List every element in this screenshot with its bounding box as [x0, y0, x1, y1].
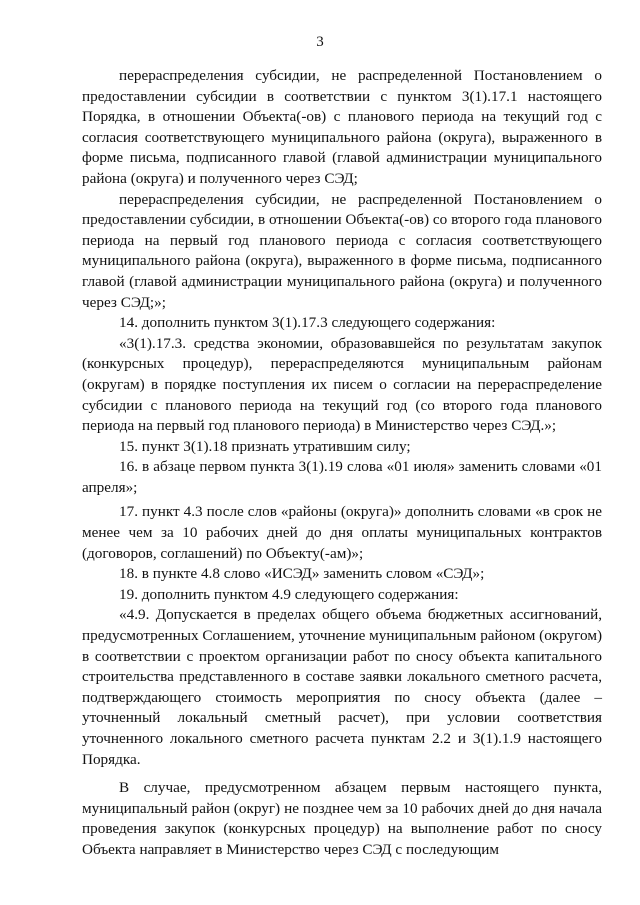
paragraph: перераспределения субсидии, не распределенной Постановлением о предоставлении субсидии в соответствии с пунктом 3(1).17.1 настоящего Порядка, в отношении Объекта(-ов) с планового периода на текущий год с согласия соответствующего муниципального района (округа), выраженного в форме письма, подписанного главой (главой администрации муниципального района (округа) и полученного через СЭД; — [82, 67, 602, 187]
paragraph: 15. пункт 3(1).18 признать утратившим силу; — [119, 437, 411, 455]
paragraph: В случае, предусмотренном абзацем первым настоящего пункта, муниципальный район (округ) не позднее чем за 10 рабочих дней до дня начала проведения закупок (конкурсных процедур) на выполнение работ по сносу Объекта направляет в Министерство через СЭД с последующим — [82, 779, 602, 858]
document-body — [82, 66, 602, 861]
paragraph: перераспределения субсидии, не распределенной Постановлением о предоставлении субсидии, в отношении Объекта(-ов) со второго года планового периода на первый год планового периода с согласия соответствующего муниципального района (округа), выраженного в форме письма, подписанного главой (главой администрации муниципального района (округа) и полученного через СЭД;»; — [82, 190, 602, 311]
paragraph: 19. дополнить пунктом 4.9 следующего содержания: — [119, 585, 459, 603]
paragraph: 14. дополнить пунктом 3(1).17.3 следующего содержания: — [119, 314, 496, 332]
paragraph: 18. в пункте 4.8 слово «ИСЭД» заменить словом «СЭД»; — [119, 565, 485, 583]
page-number: 3 — [316, 34, 324, 50]
paragraph: «3(1).17.3. средства экономии, образовавшейся по результатам закупок (конкурсных процедур), перераспределяются муниципальным районам (округам) в порядке поступления их писем о согласии на перераспределение субсидии с планового периода на текущий год (со второго года планового периода на первый год планового периода) в Министерство через СЭД.»; — [82, 334, 602, 435]
paragraph: 17. пункт 4.3 после слов «районы (округа)» дополнить словами «в срок не менее чем за 10 рабочих дней до дня оплаты муниципальных контрактов (договоров, соглашений) по Объекту(-ам)»; — [82, 503, 602, 562]
paragraph: 16. в абзаце первом пункта 3(1).19 слова «01 июля» заменить словами «01 апреля»; — [82, 458, 602, 496]
paragraph: «4.9. Допускается в пределах общего объема бюджетных ассигнований, предусмотренных Соглашением, уточнение муниципальным районом (округом) в соответствии с проектом организации работ по сносу объекта капитального строительства представленного в составе заявки локального сметного расчета, подтверждающего стоимость мероприятия по сносу объекта (далее – уточненный локальный сметный расчет), при условии соответствия уточненного локального сметного расчета пунктам 2.2 и 3(1).1.9 настоящего Порядка. — [82, 606, 602, 768]
